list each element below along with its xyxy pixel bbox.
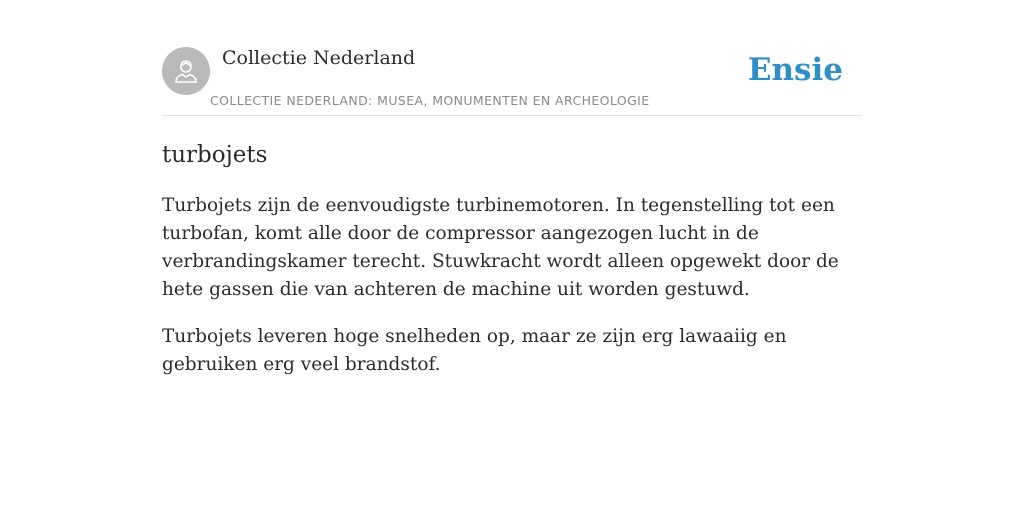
paragraph: Turbojets zijn de eenvoudigste turbinemotoren. In tegenstelling tot een turbofan, komt alle door de compressor aangezogen lucht in de verbrandingskamer terecht. Stuwkracht wordt alleen opgewekt door de hete gassen die van achteren de machine uit worden gestuwd. [162,195,839,300]
page-title: turbojets [162,142,268,168]
author-header [162,46,862,116]
paragraph: Turbojets leveren hoge snelheden op, maar ze zijn erg lawaaiig en gebruiken erg veel brandstof. [162,326,787,375]
author-subtitle: COLLECTIE NEDERLAND: MUSEA, MONUMENTEN EN ARCHEOLOGIE [210,93,650,108]
author-name[interactable]: Collectie Nederland [222,47,416,69]
article-body [162,192,862,398]
user-icon [171,56,201,86]
avatar[interactable] [162,47,210,95]
brand-logo[interactable]: Ensie [747,52,843,88]
